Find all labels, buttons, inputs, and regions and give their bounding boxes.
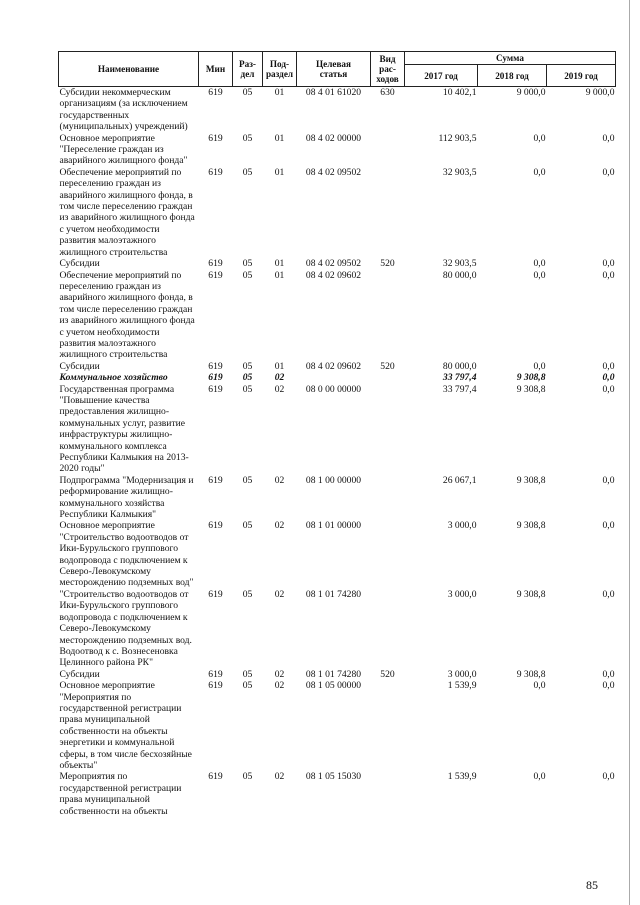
- cell-target: 08 4 02 00000: [305, 132, 362, 144]
- cell-podrazdel: 02: [274, 668, 285, 680]
- cell-y2019: 0,0: [602, 132, 615, 144]
- cell-podrazdel: 02: [274, 520, 285, 532]
- cell-vid: 520: [380, 360, 395, 372]
- cell-y2019: 0,0: [602, 269, 615, 281]
- cell-name: Основное мероприятие "Мероприятия по государственной регистрации права муниципальной собственности на объекты энергетики и коммунальной сферы, в том числе бесхозяйные объекты": [59, 680, 192, 771]
- cell-y2018: 9 308,8: [516, 668, 546, 680]
- cell-y2019: 0,0: [602, 372, 615, 384]
- header-sum: Сумма: [405, 52, 616, 65]
- cell-target: [297, 372, 371, 383]
- cell-target: 08 4 02 09502: [305, 166, 362, 178]
- cell-y2018: 0,0: [533, 680, 546, 692]
- cell-min: 619: [208, 258, 223, 270]
- cell-vid: [371, 589, 405, 669]
- cell-y2018: 9 308,8: [516, 588, 546, 600]
- cell-podrazdel: 02: [274, 588, 285, 600]
- table-row: [59, 133, 616, 167]
- cell-y2018: 9 308,8: [516, 372, 546, 384]
- cell-podrazdel: 01: [274, 360, 285, 372]
- cell-y2019: 0,0: [602, 383, 615, 395]
- cell-vid: [371, 384, 405, 475]
- cell-y2019: 0,0: [602, 680, 615, 692]
- cell-y2017: 1 539,9: [447, 680, 477, 692]
- table-row: [59, 771, 616, 817]
- cell-min: 619: [208, 132, 223, 144]
- cell-y2019: 0,0: [602, 474, 615, 486]
- cell-razdel: 05: [242, 520, 253, 532]
- cell-razdel: 05: [242, 668, 253, 680]
- cell-target: 08 1 01 00000: [305, 520, 362, 532]
- cell-y2018: 0,0: [533, 132, 546, 144]
- table-row: [59, 669, 616, 680]
- cell-y2017: 32 903,5: [442, 258, 477, 270]
- cell-min: 619: [208, 588, 223, 600]
- table-row: [59, 589, 616, 669]
- cell-podrazdel: 02: [274, 680, 285, 692]
- cell-podrazdel: 01: [274, 87, 285, 98]
- table-row: [59, 680, 616, 771]
- cell-min: 619: [208, 520, 223, 532]
- cell-y2017: 3 000,0: [447, 668, 477, 680]
- cell-min: 619: [208, 87, 223, 98]
- table-row: [59, 87, 616, 133]
- cell-min: 619: [208, 668, 223, 680]
- cell-razdel: 05: [242, 474, 253, 486]
- cell-y2019: 0,0: [602, 588, 615, 600]
- budget-table: [58, 51, 616, 817]
- cell-y2017: 26 067,1: [442, 474, 477, 486]
- cell-target: 08 1 01 74280: [305, 588, 362, 600]
- table-row: [59, 372, 616, 383]
- header-min: Мин: [199, 52, 233, 87]
- cell-vid: 520: [380, 668, 395, 680]
- cell-y2017: 10 402,1: [442, 87, 477, 98]
- cell-y2018: 9 308,8: [516, 383, 546, 395]
- cell-target: 08 1 01 74280: [305, 668, 362, 680]
- cell-target: 08 1 05 15030: [305, 771, 362, 783]
- cell-vid: 520: [380, 258, 395, 270]
- cell-y2017: 32 903,5: [442, 166, 477, 178]
- cell-name: Подпрограмма "Модернизация и реформирование жилищно-коммунального хозяйства Республики Калмыкия": [59, 474, 194, 521]
- cell-podrazdel: 01: [274, 132, 285, 144]
- cell-podrazdel: 02: [274, 372, 285, 384]
- cell-vid: [371, 270, 405, 361]
- cell-target: 08 4 02 09602: [305, 269, 362, 281]
- cell-vid: [371, 475, 405, 521]
- cell-target: 08 4 02 09502: [305, 258, 362, 270]
- cell-min: 619: [208, 771, 223, 783]
- header-2019: 2019 год: [547, 65, 616, 87]
- cell-y2018: 9 308,8: [516, 520, 546, 532]
- cell-name: "Строительство водоотводов от Ики-Бурульского группового водопровода с подключением к Северо-Левокумскому месторождению подземных вод. Водоотвод к с. Вознесеновка Целинного района РК": [59, 588, 192, 669]
- cell-min: 619: [208, 474, 223, 486]
- cell-podrazdel: 02: [274, 474, 285, 486]
- cell-name: Субсидии: [59, 360, 100, 372]
- cell-min: 619: [208, 360, 223, 372]
- cell-y2019: 0,0: [602, 166, 615, 178]
- cell-razdel: 05: [242, 360, 253, 372]
- cell-y2018: 0,0: [533, 166, 546, 178]
- page-number: 85: [586, 878, 598, 892]
- cell-target: 08 4 01 61020: [305, 87, 362, 98]
- page-edge-line: [629, 0, 630, 905]
- table-row: [59, 167, 616, 258]
- cell-min: 619: [208, 383, 223, 395]
- cell-y2018: 0,0: [533, 360, 546, 372]
- cell-razdel: 05: [242, 166, 253, 178]
- cell-min: 619: [208, 680, 223, 692]
- cell-y2017: 3 000,0: [447, 520, 477, 532]
- cell-vid: [371, 771, 405, 817]
- header-name: Наименование: [59, 52, 199, 87]
- cell-y2017: 1 539,9: [447, 771, 477, 783]
- table-row: [59, 475, 616, 521]
- cell-podrazdel: 02: [274, 771, 285, 783]
- cell-y2017: 112 903,5: [438, 132, 477, 144]
- cell-y2019: 0,0: [602, 771, 615, 783]
- table-header: [59, 52, 616, 87]
- cell-name: Субсидии некоммерческим организациям (за исключением государственных (муниципальных) учреждений): [59, 87, 188, 133]
- cell-razdel: 05: [242, 258, 253, 270]
- cell-podrazdel: 01: [274, 258, 285, 270]
- header-target: Целевая статья: [297, 52, 371, 87]
- cell-name: Основное мероприятие "Строительство водоотводов от Ики-Бурульского группового водопровода с подключением к Северо-Левокумскому месторождению подземных вод": [59, 520, 194, 589]
- cell-name: Обеспечение мероприятий по переселению граждан из аварийного жилищного фонда, в том числе переселению граждан из аварийного жилищного фонда с учетом необходимости развития малоэтажного жилищного строительства: [59, 269, 195, 361]
- cell-y2017: 33 797,4: [442, 372, 477, 384]
- table-body: [59, 87, 616, 818]
- cell-y2019: 9 000,0: [585, 87, 615, 98]
- cell-min: 619: [208, 269, 223, 281]
- cell-vid: [371, 520, 405, 588]
- cell-razdel: 05: [242, 372, 253, 384]
- cell-vid: 630: [380, 87, 395, 98]
- cell-vid: [371, 680, 405, 771]
- header-2017: 2017 год: [405, 65, 478, 87]
- cell-y2019: 0,0: [602, 360, 615, 372]
- cell-name: Мероприятия по государственной регистрации права муниципальной собственности на объекты: [59, 771, 182, 817]
- cell-y2017: 3 000,0: [447, 588, 477, 600]
- cell-target: 08 1 05 00000: [305, 680, 362, 692]
- cell-y2019: 0,0: [602, 258, 615, 270]
- table-row: [59, 258, 616, 269]
- table-row: [59, 520, 616, 588]
- cell-podrazdel: 02: [274, 383, 285, 395]
- cell-min: 619: [208, 372, 223, 384]
- cell-vid: [371, 167, 405, 258]
- cell-podrazdel: 01: [274, 269, 285, 281]
- header-2018: 2018 год: [478, 65, 547, 87]
- cell-razdel: 05: [242, 383, 253, 395]
- cell-razdel: 05: [242, 87, 253, 98]
- cell-razdel: 05: [242, 588, 253, 600]
- cell-y2019: 0,0: [602, 668, 615, 680]
- cell-y2018: 9 000,0: [516, 87, 546, 98]
- cell-vid: [371, 372, 405, 383]
- table-row: [59, 361, 616, 372]
- cell-y2018: 0,0: [533, 269, 546, 281]
- cell-razdel: 05: [242, 771, 253, 783]
- cell-min: 619: [208, 166, 223, 178]
- cell-razdel: 05: [242, 680, 253, 692]
- table-row: [59, 270, 616, 361]
- cell-name: Субсидии: [59, 668, 100, 680]
- cell-y2018: 0,0: [533, 258, 546, 270]
- cell-name: Основное мероприятие "Переселение граждан из аварийного жилищного фонда": [59, 132, 188, 167]
- cell-target: 08 1 00 00000: [305, 474, 362, 486]
- cell-razdel: 05: [242, 132, 253, 144]
- cell-y2017: 33 797,4: [442, 383, 477, 395]
- table-row: [59, 384, 616, 475]
- cell-name: Обеспечение мероприятий по переселению граждан из аварийного жилищного фонда, в том числе переселению граждан из аварийного жилищного фонда с учетом необходимости развития малоэтажного жилищного строительства: [59, 166, 195, 258]
- cell-target: 08 4 02 09602: [305, 360, 362, 372]
- header-razdel: Раз- дел: [233, 52, 263, 87]
- cell-podrazdel: 01: [274, 166, 285, 178]
- cell-razdel: 05: [242, 269, 253, 281]
- cell-name: Субсидии: [59, 258, 100, 270]
- cell-y2018: 0,0: [533, 771, 546, 783]
- header-vid: Вид рас- ходов: [371, 52, 405, 87]
- cell-y2017: 80 000,0: [442, 360, 477, 372]
- cell-y2018: 9 308,8: [516, 474, 546, 486]
- cell-vid: [371, 133, 405, 167]
- header-podrazdel: Под- раздел: [263, 52, 297, 87]
- cell-name: Государственная программа "Повышение качества предоставления жилищно-коммунальных услуг, развитие инфраструктуры жилищно-коммунального комплекса Республики Калмыкия на 2013-2020 годы": [59, 383, 189, 475]
- cell-target: 08 0 00 00000: [305, 383, 362, 395]
- cell-y2017: 80 000,0: [442, 269, 477, 281]
- cell-name: Коммунальное хозяйство: [59, 372, 168, 384]
- cell-y2019: 0,0: [602, 520, 615, 532]
